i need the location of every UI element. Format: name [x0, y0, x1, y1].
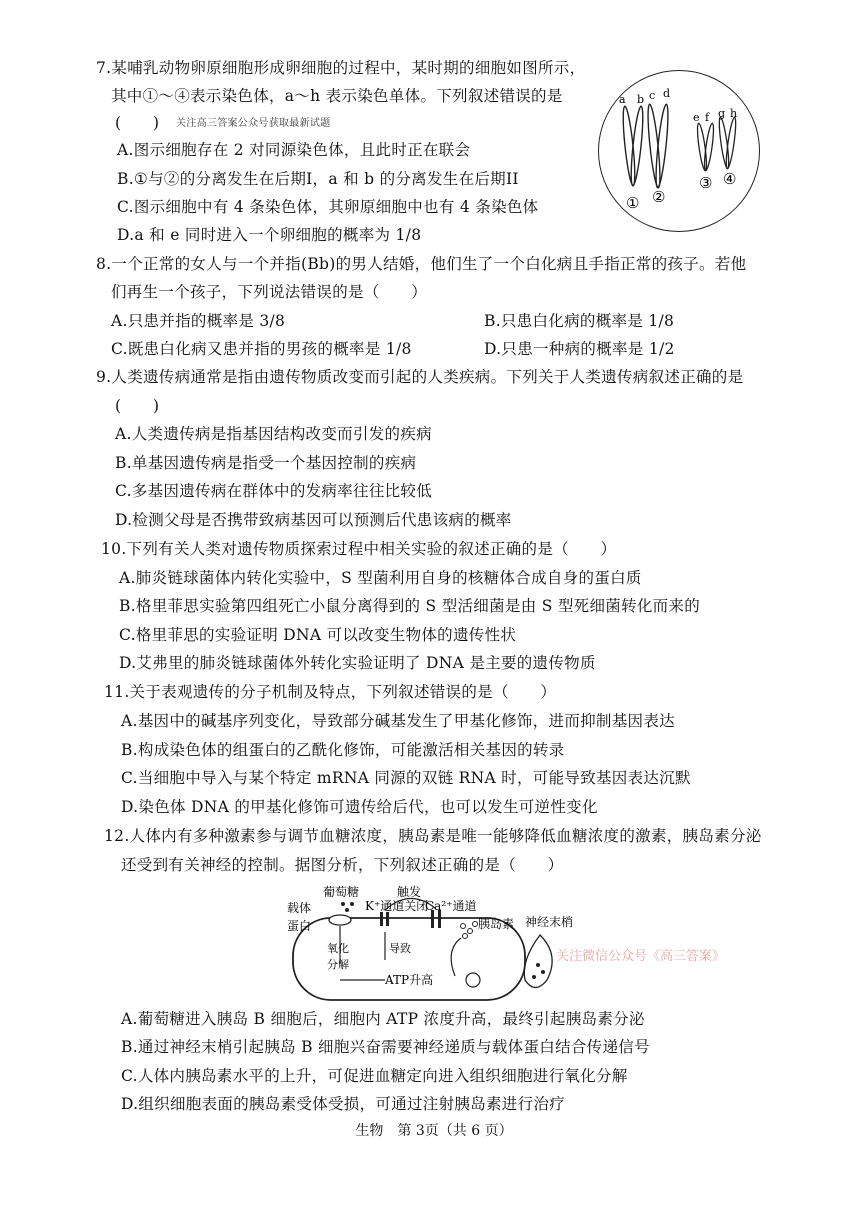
q7-answer-paren: ( ) [115, 114, 160, 132]
chromosome-diagram [599, 71, 759, 231]
label-b: b [637, 93, 645, 106]
q10-stem-line1: 10.下列有关人类对遗传物质探索过程中相关实验的叙述正确的是（ ） [101, 540, 617, 558]
neurotransmitter-dot-icon [532, 975, 536, 979]
label-e: e [693, 111, 700, 124]
glucose-dot-icon [350, 902, 354, 906]
q12-option-b: B.通过神经末梢引起胰岛 B 细胞兴奋需要神经递质与载体蛋白结合传递信号 [121, 1038, 650, 1056]
q8-option-d: D.只患一种病的概率是 1/2 [484, 340, 675, 358]
q7-option-b: B.①与②的分离发生在后期I，a 和 b 的分离发生在后期II [117, 170, 519, 188]
k-channel-icon [380, 912, 383, 926]
nerve-ending-icon [524, 935, 552, 988]
q9-stem-line1: 9.人类遗传病通常是指由遗传物质改变而引起的人类疾病。下列关于人类遗传病叙述正确的是 [96, 368, 744, 386]
q11-stem-line1: 11.关于表观遗传的分子机制及特点，下列叙述错误的是（ ） [104, 683, 557, 701]
q10-option-b: B.格里菲思实验第四组死亡小鼠分离得到的 S 型活细菌是由 S 型死细菌转化而来的 [119, 597, 701, 615]
page-footer: 生物 第 3页（共 6 页） [355, 1123, 513, 1139]
q11-option-b: B.构成染色体的组蛋白的乙酰化修饰，可能激活相关基因的转录 [121, 741, 565, 759]
label-a: a [619, 93, 626, 106]
q7-stem-line2: 其中①～④表示染色体，a～h 表示染色单体。下列叙述错误的是 [111, 87, 563, 105]
label-d: d [663, 87, 671, 100]
secretion-arrow-icon [451, 938, 461, 976]
q8-option-b: B.只患白化病的概率是 1/8 [484, 312, 675, 330]
label-oxidation-1: 氧化 [327, 942, 349, 955]
glucose-dot-icon [341, 902, 345, 906]
q7-option-c: C.图示细胞中有 4 条染色体，其卵原细胞中也有 4 条染色体 [117, 198, 539, 216]
label-c: c [649, 89, 656, 102]
q8-stem-line2: 们再生一个孩子，下列说法错误的是（ ） [111, 283, 428, 301]
label-chromosome-4: ④ [723, 170, 737, 188]
label-chromosome-2: ② [652, 188, 666, 206]
label-ca-channel: Ca²⁺通道 [425, 899, 477, 913]
label-cause: 导致 [389, 942, 411, 955]
vesicle-icon [466, 973, 480, 987]
label-oxidation-2: 分解 [327, 958, 349, 971]
q8-option-a: A.只患并指的概率是 3/8 [111, 312, 286, 330]
q11-option-d: D.染色体 DNA 的甲基化修饰可遗传给后代，也可以发生可逆性变化 [121, 798, 598, 816]
label-trigger: 触发 [397, 885, 422, 899]
q10-option-d: D.艾弗里的肺炎链球菌体外转化实验证明了 DNA 是主要的遗传物质 [119, 654, 596, 672]
q12-option-c: C.人体内胰岛素水平的上升，可促进血糖定向进入组织细胞进行氧化分解 [121, 1067, 628, 1085]
label-chromosome-1: ① [626, 194, 640, 212]
q10-option-c: C.格里菲思的实验证明 DNA 可以改变生物体的遗传性状 [119, 626, 517, 644]
q12-stem-line1: 12.人体内有多种激素参与调节血糖浓度，胰岛素是唯一能够降低血糖浓度的激素，胰岛素分泌 [104, 827, 762, 845]
glucose-dot-icon [345, 908, 349, 912]
q9-option-a: A.人类遗传病是指基因结构改变而引发的疾病 [115, 425, 432, 443]
q9-option-d: D.检测父母是否携带致病基因可以预测后代患该病的概率 [115, 511, 512, 529]
watermark: 关注微信公众号《高三答案》 [556, 949, 726, 964]
label-insulin: 胰岛素 [478, 917, 515, 931]
label-g: g [718, 107, 726, 120]
q12-option-a: A.葡萄糖进入胰岛 B 细胞后，细胞内 ATP 浓度升高，最终引起胰岛素分泌 [121, 1010, 645, 1028]
chromatid-c [646, 104, 663, 188]
chromatid-d [654, 104, 671, 188]
chromosome-figure [598, 70, 760, 232]
label-atp: ATP升高 [385, 973, 434, 987]
label-carrier-2: 蛋白 [287, 919, 312, 933]
insulin-granule-icon [473, 922, 478, 927]
chromatid-b [629, 106, 645, 186]
q9-option-b: B.单基因遗传病是指受一个基因控制的疾病 [115, 454, 417, 472]
q11-option-a: A.基因中的碱基序列变化，导致部分碱基发生了甲基化修饰，进而抑制基因表达 [121, 712, 675, 730]
insulin-granule-icon [461, 924, 466, 929]
q12-option-d: D.组织细胞表面的胰岛素受体受损，可通过注射胰岛素进行治疗 [121, 1095, 566, 1113]
q7-note: 关注高三答案公众号获取最新试题 [176, 118, 331, 129]
insulin-granule-icon [463, 934, 468, 939]
islet-cell-diagram [285, 880, 575, 1010]
label-h: h [730, 107, 738, 120]
q7-stem-line1: 7.某哺乳动物卵原细胞形成卵细胞的过程中，某时期的细胞如图所示， [96, 59, 586, 77]
q9-option-c: C.多基因遗传病在群体中的发病率往往比较低 [115, 482, 433, 500]
q12-stem-line2: 还受到有关神经的控制。据图分析，下列叙述正确的是（ ） [121, 856, 564, 874]
carrier-protein-icon [329, 915, 351, 925]
q11-option-c: C.当细胞中导入与某个特定 mRNA 同源的双链 RNA 时，可能导致基因表达沉默 [121, 769, 691, 787]
q9-answer-paren: ( ) [115, 397, 160, 415]
label-chromosome-3: ③ [699, 174, 713, 192]
label-f: f [705, 111, 710, 124]
q7-option-a: A.图示细胞存在 2 对同源染色体，且此时正在联会 [117, 141, 471, 159]
neurotransmitter-dot-icon [536, 963, 540, 967]
chromatid-a [621, 106, 637, 186]
q8-stem-line1: 8.一个正常的女人与一个并指(Bb)的男人结婚，他们生了一个白化病且手指正常的孩子。若他 [96, 255, 747, 273]
q8-option-c: C.既患白化病又患并指的男孩的概率是 1/8 [111, 340, 412, 358]
q10-option-a: A.肺炎链球菌体内转化实验中，S 型菌利用自身的核糖体合成自身的蛋白质 [119, 569, 642, 587]
q7-option-d: D.a 和 e 同时进入一个卵细胞的概率为 1/8 [117, 226, 422, 244]
label-glucose: 葡萄糖 [323, 885, 360, 899]
neurotransmitter-dot-icon [541, 970, 545, 974]
insulin-granule-icon [468, 929, 473, 934]
label-carrier-1: 载体 [287, 901, 312, 915]
label-k-channel: K⁺通道关闭 [365, 899, 429, 913]
k-channel-icon [386, 912, 389, 926]
label-nerve-ending: 神经末梢 [525, 915, 574, 929]
